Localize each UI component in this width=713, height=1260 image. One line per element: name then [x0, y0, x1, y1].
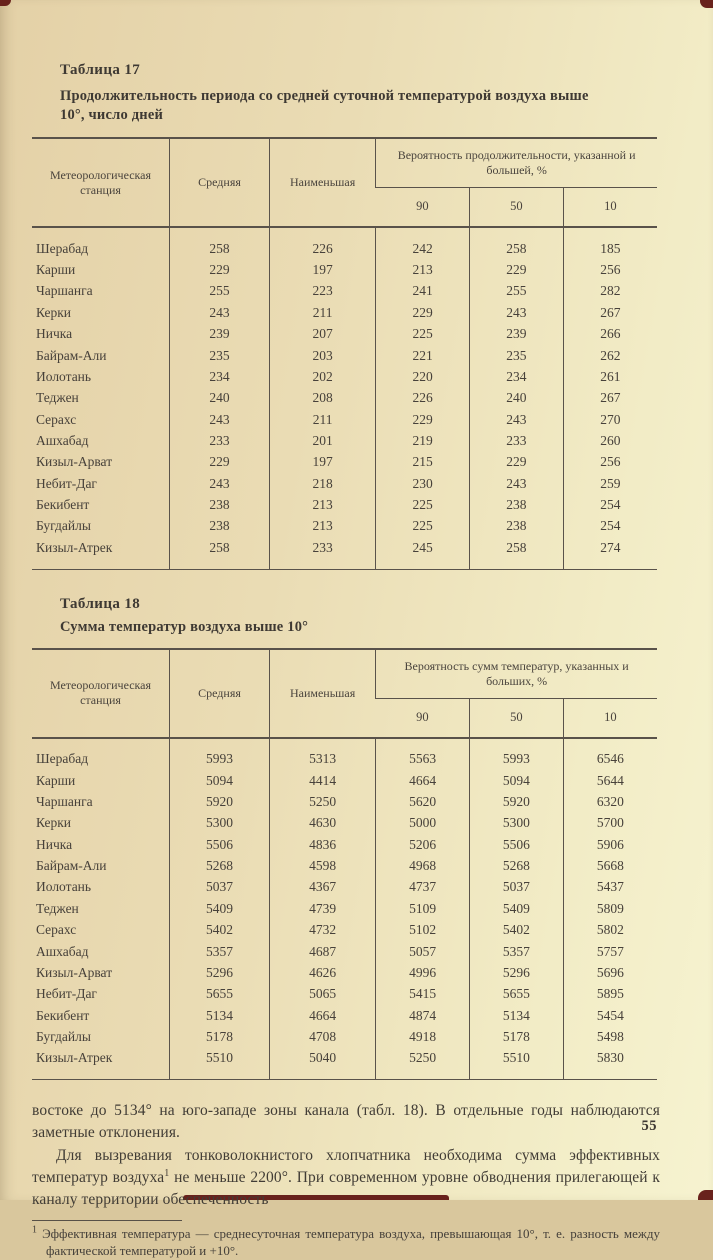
- value-cell: 256: [563, 452, 657, 473]
- scan-edge-mark-bottom-right: [698, 1190, 713, 1200]
- station-cell: Ашхабад: [36, 432, 89, 448]
- value-cell: 234: [470, 366, 564, 387]
- table-row: [32, 324, 657, 345]
- station-cell: Кизыл-Атрек: [36, 539, 113, 555]
- value-cell: 240: [170, 388, 270, 409]
- station-cell: Кизыл-Атрек: [36, 1050, 113, 1066]
- value-cell: 4996: [376, 962, 470, 983]
- value-cell: 229: [376, 409, 470, 430]
- value-cell: 229: [470, 452, 564, 473]
- footnote-ref: 1: [164, 1167, 170, 1179]
- value-cell: 5668: [563, 856, 657, 877]
- station-cell: Карши: [36, 772, 76, 788]
- spacer-cell: [563, 559, 657, 570]
- value-cell: 221: [376, 345, 470, 366]
- table-row: [32, 1048, 657, 1069]
- station-cell: Небит-Даг: [36, 986, 97, 1002]
- station-cell: Керки: [36, 815, 72, 831]
- value-cell: 223: [270, 281, 376, 302]
- station-cell: Иолотань: [36, 368, 92, 384]
- value-cell: 254: [563, 495, 657, 516]
- value-cell: 5510: [170, 1048, 270, 1069]
- value-cell: 4836: [270, 834, 376, 855]
- station-cell: Серахс: [36, 411, 77, 427]
- col-header-min: Наименьшая: [270, 649, 376, 738]
- value-cell: 4598: [270, 856, 376, 877]
- table-row: [32, 345, 657, 366]
- station-cell: Чаршанга: [36, 793, 93, 809]
- value-cell: 238: [170, 516, 270, 537]
- value-cell: 5268: [470, 856, 564, 877]
- value-cell: 5506: [170, 834, 270, 855]
- value-cell: 5094: [170, 770, 270, 791]
- value-cell: 4708: [270, 1026, 376, 1047]
- station-cell: Серахс: [36, 922, 77, 938]
- value-cell: 254: [563, 516, 657, 537]
- table18-header: [32, 649, 657, 738]
- col-header-50: 50: [470, 698, 564, 738]
- value-cell: 4630: [270, 813, 376, 834]
- value-cell: 5696: [563, 962, 657, 983]
- station-cell: Бекибент: [36, 1007, 90, 1023]
- value-cell: 258: [470, 537, 564, 558]
- value-cell: 5895: [563, 984, 657, 1005]
- value-cell: 234: [170, 366, 270, 387]
- station-cell: Шерабад: [36, 240, 89, 256]
- spacer-row: [32, 1069, 657, 1080]
- value-cell: 5993: [170, 749, 270, 770]
- value-cell: 5065: [270, 984, 376, 1005]
- station-cell: Бугдайлы: [36, 1028, 91, 1044]
- value-cell: 238: [170, 495, 270, 516]
- table17-block: [32, 62, 657, 570]
- value-cell: 245: [376, 537, 470, 558]
- value-cell: 213: [270, 516, 376, 537]
- table-row: [32, 388, 657, 409]
- spacer-row: [32, 559, 657, 570]
- value-cell: 5655: [170, 984, 270, 1005]
- table18: [32, 648, 657, 1080]
- value-cell: 229: [170, 452, 270, 473]
- value-cell: 5510: [470, 1048, 564, 1069]
- value-cell: 238: [470, 495, 564, 516]
- table18-title: Сумма температур воздуха выше 10°: [60, 618, 309, 635]
- value-cell: 266: [563, 324, 657, 345]
- table-row: [32, 984, 657, 1005]
- spacer-cell: [32, 227, 170, 238]
- value-cell: 5102: [376, 920, 470, 941]
- value-cell: 5409: [470, 898, 564, 919]
- table-row: [32, 238, 657, 259]
- value-cell: 5296: [170, 962, 270, 983]
- value-cell: 233: [170, 430, 270, 451]
- station-cell: Байрам-Али: [36, 858, 107, 874]
- table-row: [32, 452, 657, 473]
- col-header-station: Метеорологическая станция: [49, 678, 152, 708]
- table-row: [32, 770, 657, 791]
- value-cell: 5206: [376, 834, 470, 855]
- paragraph: [32, 1145, 660, 1212]
- value-cell: 213: [376, 260, 470, 281]
- col-header-10: 10: [563, 188, 657, 228]
- spacer-cell: [32, 738, 170, 749]
- value-cell: 5357: [470, 941, 564, 962]
- value-cell: 5402: [470, 920, 564, 941]
- table-row: [32, 281, 657, 302]
- value-cell: 243: [470, 302, 564, 323]
- footnote-marker: 1: [32, 1224, 37, 1236]
- paragraph-text: Для вызревания тонковолокнистого хлопчатника необходима сумма эффективных температур воздуха: [32, 1146, 660, 1187]
- station-cell: Теджен: [36, 900, 79, 916]
- value-cell: 229: [170, 260, 270, 281]
- value-cell: 211: [270, 302, 376, 323]
- table-row: [32, 941, 657, 962]
- spacer-cell: [376, 227, 470, 238]
- spacer-cell: [376, 738, 470, 749]
- value-cell: 233: [470, 430, 564, 451]
- station-cell: Керки: [36, 304, 72, 320]
- paragraph-text: не меньше 2200°. При современном уровне обводнения прилегающей к каналу территории обеспеченность: [32, 1169, 660, 1209]
- spacer-cell: [170, 559, 270, 570]
- table-row: [32, 473, 657, 494]
- value-cell: 243: [470, 409, 564, 430]
- value-cell: 235: [170, 345, 270, 366]
- table17-header: [32, 138, 657, 227]
- station-cell: Ашхабад: [36, 943, 89, 959]
- value-cell: 238: [470, 516, 564, 537]
- value-cell: 258: [170, 537, 270, 558]
- value-cell: 239: [170, 324, 270, 345]
- table17-caption: Таблица 17: [60, 62, 141, 78]
- col-header-90: 90: [416, 709, 429, 724]
- value-cell: 4664: [270, 1005, 376, 1026]
- col-header-10: 10: [563, 698, 657, 738]
- spacer-cell: [270, 227, 376, 238]
- value-cell: 229: [470, 260, 564, 281]
- value-cell: 5644: [563, 770, 657, 791]
- spacer-cell: [470, 559, 564, 570]
- table18-caption: Таблица 18: [60, 595, 141, 612]
- table-row: [32, 495, 657, 516]
- paragraph: [32, 1100, 660, 1145]
- value-cell: 4664: [376, 770, 470, 791]
- table-row: [32, 813, 657, 834]
- value-cell: 5563: [376, 749, 470, 770]
- value-cell: 4739: [270, 898, 376, 919]
- spacer-cell: [376, 559, 470, 570]
- paragraph-text: востоке до 5134° на юго-западе зоны канала (табл. 18). В отдельные годы наблюдаются заметные отклонения.: [32, 1102, 660, 1142]
- table17-body: [32, 227, 657, 569]
- value-cell: 5830: [563, 1048, 657, 1069]
- station-cell: Кизыл-Арват: [36, 964, 113, 980]
- table-row: [32, 430, 657, 451]
- value-cell: 203: [270, 345, 376, 366]
- table18-block: [32, 596, 657, 1081]
- table-row: [32, 877, 657, 898]
- table-row: [32, 1005, 657, 1026]
- value-cell: 255: [470, 281, 564, 302]
- station-cell: Бугдайлы: [36, 518, 91, 534]
- value-cell: 5178: [470, 1026, 564, 1047]
- spacer-cell: [170, 738, 270, 749]
- table17: [32, 137, 657, 569]
- value-cell: 4968: [376, 856, 470, 877]
- value-cell: 243: [470, 473, 564, 494]
- col-header-90: 90: [416, 199, 429, 214]
- value-cell: 5906: [563, 834, 657, 855]
- value-cell: 218: [270, 473, 376, 494]
- value-cell: 225: [376, 516, 470, 537]
- value-cell: 207: [270, 324, 376, 345]
- value-cell: 225: [376, 324, 470, 345]
- value-cell: 233: [270, 537, 376, 558]
- value-cell: 201: [270, 430, 376, 451]
- value-cell: 4367: [270, 877, 376, 898]
- table-row: [32, 409, 657, 430]
- value-cell: 5809: [563, 898, 657, 919]
- table-row: [32, 834, 657, 855]
- spacer-cell: [563, 1069, 657, 1080]
- spacer-cell: [270, 1069, 376, 1080]
- value-cell: 235: [470, 345, 564, 366]
- value-cell: 197: [270, 260, 376, 281]
- station-cell: Шерабад: [36, 751, 89, 767]
- value-cell: 5506: [470, 834, 564, 855]
- value-cell: 5037: [170, 877, 270, 898]
- col-header-station: Метеорологическая станция: [49, 167, 152, 197]
- spacer-cell: [470, 227, 564, 238]
- value-cell: 5134: [470, 1005, 564, 1026]
- value-cell: 197: [270, 452, 376, 473]
- value-cell: 243: [170, 409, 270, 430]
- value-cell: 5437: [563, 877, 657, 898]
- value-cell: 4687: [270, 941, 376, 962]
- value-cell: 5300: [170, 813, 270, 834]
- table-row: [32, 260, 657, 281]
- value-cell: 5313: [270, 749, 376, 770]
- station-cell: Ничка: [36, 836, 73, 852]
- table17-title: Продолжительность периода со средней суточной температурой воздуха выше 10°, число дней: [60, 88, 589, 124]
- page-content: [32, 0, 660, 1260]
- col-header-probability: Вероятность сумм температур, указанных и больших, %: [376, 649, 657, 699]
- station-cell: Ничка: [36, 326, 73, 342]
- spacer-cell: [32, 1069, 170, 1080]
- value-cell: 5620: [376, 791, 470, 812]
- col-header-50: 50: [470, 188, 564, 228]
- table-row: [32, 856, 657, 877]
- table-row: [32, 366, 657, 387]
- station-cell: Байрам-Али: [36, 347, 107, 363]
- value-cell: 240: [470, 388, 564, 409]
- scan-edge-mark-top-left: [0, 0, 11, 6]
- value-cell: 255: [170, 281, 270, 302]
- value-cell: 6320: [563, 791, 657, 812]
- value-cell: 5250: [376, 1048, 470, 1069]
- value-cell: 4626: [270, 962, 376, 983]
- spacer-cell: [563, 227, 657, 238]
- value-cell: 267: [563, 302, 657, 323]
- value-cell: 5300: [470, 813, 564, 834]
- value-cell: 230: [376, 473, 470, 494]
- value-cell: 225: [376, 495, 470, 516]
- value-cell: 5134: [170, 1005, 270, 1026]
- value-cell: 213: [270, 495, 376, 516]
- value-cell: 185: [563, 238, 657, 259]
- spacer-cell: [170, 1069, 270, 1080]
- footnote: [32, 1220, 660, 1260]
- value-cell: 5057: [376, 941, 470, 962]
- value-cell: 5037: [470, 877, 564, 898]
- value-cell: 4874: [376, 1005, 470, 1026]
- value-cell: 5993: [470, 749, 564, 770]
- station-cell: Чаршанга: [36, 283, 93, 299]
- table-row: [32, 516, 657, 537]
- value-cell: 5094: [470, 770, 564, 791]
- table-row: [32, 791, 657, 812]
- value-cell: 239: [470, 324, 564, 345]
- value-cell: 5000: [376, 813, 470, 834]
- footnote-text: $^1$ Эффективная температура — среднесуточная температура воздуха, превышающая 10°, т. е. разность между фактической температурой и +10°.: [32, 1224, 660, 1259]
- spacer-row: [32, 738, 657, 749]
- spacer-cell: [470, 738, 564, 749]
- value-cell: 262: [563, 345, 657, 366]
- station-cell: Иолотань: [36, 879, 92, 895]
- table-row: [32, 749, 657, 770]
- value-cell: 270: [563, 409, 657, 430]
- col-header-min: Наименьшая: [270, 138, 376, 227]
- value-cell: 5357: [170, 941, 270, 962]
- value-cell: 5250: [270, 791, 376, 812]
- col-header-probability: Вероятность продолжительности, указанной и большей, %: [376, 138, 657, 188]
- table-row: [32, 537, 657, 558]
- col-header-mean: Средняя: [170, 138, 270, 227]
- spacer-cell: [376, 1069, 470, 1080]
- value-cell: 5109: [376, 898, 470, 919]
- value-cell: 5268: [170, 856, 270, 877]
- value-cell: 241: [376, 281, 470, 302]
- value-cell: 4414: [270, 770, 376, 791]
- spacer-cell: [270, 559, 376, 570]
- value-cell: 5498: [563, 1026, 657, 1047]
- table18-body: [32, 738, 657, 1080]
- spacer-cell: [32, 559, 170, 570]
- spacer-cell: [170, 227, 270, 238]
- value-cell: 5040: [270, 1048, 376, 1069]
- table-row: [32, 962, 657, 983]
- value-cell: 5402: [170, 920, 270, 941]
- value-cell: 5178: [170, 1026, 270, 1047]
- value-cell: 208: [270, 388, 376, 409]
- value-cell: 220: [376, 366, 470, 387]
- value-cell: 282: [563, 281, 657, 302]
- value-cell: 211: [270, 409, 376, 430]
- value-cell: 226: [376, 388, 470, 409]
- page-number: 55: [641, 1118, 657, 1134]
- value-cell: 5920: [470, 791, 564, 812]
- value-cell: 5802: [563, 920, 657, 941]
- value-cell: 5700: [563, 813, 657, 834]
- table-row: [32, 920, 657, 941]
- value-cell: 274: [563, 537, 657, 558]
- value-cell: 5415: [376, 984, 470, 1005]
- value-cell: 5409: [170, 898, 270, 919]
- value-cell: 202: [270, 366, 376, 387]
- value-cell: 219: [376, 430, 470, 451]
- spacer-cell: [563, 738, 657, 749]
- value-cell: 6546: [563, 749, 657, 770]
- value-cell: 259: [563, 473, 657, 494]
- station-cell: Теджен: [36, 390, 79, 406]
- value-cell: 243: [170, 473, 270, 494]
- body-text: [32, 1100, 660, 1212]
- value-cell: 243: [170, 302, 270, 323]
- value-cell: 4732: [270, 920, 376, 941]
- value-cell: 4918: [376, 1026, 470, 1047]
- value-cell: 260: [563, 430, 657, 451]
- value-cell: 5296: [470, 962, 564, 983]
- scan-edge-mark-top-right: [700, 0, 713, 8]
- value-cell: 256: [563, 260, 657, 281]
- value-cell: 258: [170, 238, 270, 259]
- value-cell: 267: [563, 388, 657, 409]
- table-row: [32, 898, 657, 919]
- spacer-cell: [270, 738, 376, 749]
- spacer-row: [32, 227, 657, 238]
- station-cell: Карши: [36, 262, 76, 278]
- value-cell: 5454: [563, 1005, 657, 1026]
- value-cell: 5920: [170, 791, 270, 812]
- value-cell: 4737: [376, 877, 470, 898]
- value-cell: 258: [470, 238, 564, 259]
- value-cell: 226: [270, 238, 376, 259]
- station-cell: Кизыл-Арват: [36, 454, 113, 470]
- col-header-mean: Средняя: [170, 649, 270, 738]
- station-cell: Небит-Даг: [36, 475, 97, 491]
- value-cell: 5655: [470, 984, 564, 1005]
- spacer-cell: [470, 1069, 564, 1080]
- value-cell: 242: [376, 238, 470, 259]
- table-row: [32, 302, 657, 323]
- station-cell: Бекибент: [36, 497, 90, 513]
- value-cell: 215: [376, 452, 470, 473]
- value-cell: 261: [563, 366, 657, 387]
- value-cell: 229: [376, 302, 470, 323]
- value-cell: 5757: [563, 941, 657, 962]
- table-row: [32, 1026, 657, 1047]
- footnote-divider: [32, 1220, 182, 1221]
